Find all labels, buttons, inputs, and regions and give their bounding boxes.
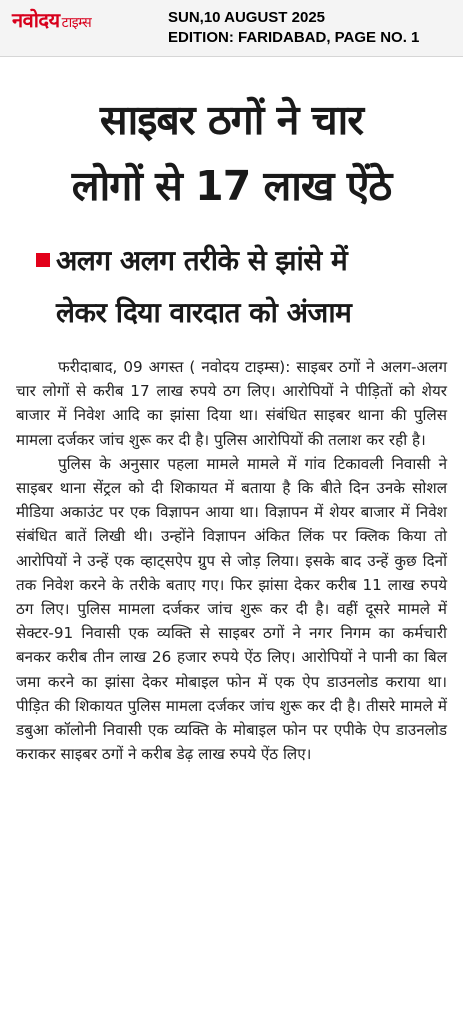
news-article — [0, 87, 463, 766]
subheadline-line-2: लेकर दिया वारदात को अंजाम — [56, 296, 352, 329]
issue-date: SUN,10 AUGUST 2025 — [168, 9, 326, 26]
masthead-bar — [0, 0, 463, 57]
logo-main-text: नवोदय — [12, 8, 60, 32]
article-body — [16, 355, 447, 766]
headline — [16, 87, 447, 219]
paragraph-2: पुलिस के अनुसार पहला मामले मामले में गांव टिकावली निवासी ने साइबर थाना सेंट्रल को दी शिकायत में बताया है कि बीते दिन उनके सोशल मीडिया अकाउंट पर एक विज्ञापन आया था। विज्ञापन में शेयर बाजार में निवेश संबंधित बातें लिखी थी। उन्होंने विज्ञापन अंकित लिंक पर क्लिक किया तो आरोपियों ने उन्हें एक व्हाट्सऐप ग्रुप से जोड़ लिया। इसके बाद उन्हें कुछ दिनों तक निवेश करने के तरीके बताए गए। फिर झांसा देकर करीब 11 लाख रुपये ठग लिए। पुलिस मामला दर्जकर जांच शुरू कर दी है। वहीं दूसरे मामले में सेक्टर-91 निवासी एक व्यक्ति से साइबर ठगों ने नगर निगम का कर्मचारी बनकर करीब तीन लाख 26 हजार रुपये ऐंठ लिए। आरोपियों ने पानी का बिल जमा करने का झांसा देकर मोबाइल फोन में एक ऐप डाउनलोड कराया था। पीड़ित की शिकायत पुलिस मामला दर्जकर जांच शुरू कर दी है। तीसरे मामले में डबुआ कॉलोनी निवासी एक व्यक्ति के मोबाइल फोन पर एपीके ऐप डाउनलोड कराकर साइबर ठगों ने करीब डेढ़ लाख रुपये ऐंठ लिए। — [16, 454, 447, 764]
headline-line-1: साइबर ठगों ने चार — [99, 96, 364, 144]
subheadline — [16, 235, 447, 339]
logo-sub-text: टाइम्स — [61, 15, 92, 31]
headline-line-2: लोगों से 17 लाख ऐंठे — [71, 162, 392, 210]
edition-label: EDITION: FARIDABAD, PAGE NO. 1 — [168, 29, 420, 46]
paragraph-1: फरीदाबाद, 09 अगस्त ( नवोदय टाइम्स): साइबर ठगों ने अलग-अलग चार लोगों से करीब 17 लाख रुपये ठग लिए। आरोपियों ने पीड़ितों को शेयर बाजार में निवेश आदि का झांसा दिया था। संबंधित साइबर थाना की पुलिस मामला दर्जकर जांच शुरू कर दी है। पुलिस आरोपियों की तलाश कर रही है। — [16, 358, 447, 449]
red-square-bullet-icon — [36, 253, 50, 267]
edition-info — [168, 8, 419, 48]
newspaper-logo[interactable] — [12, 6, 91, 33]
subheadline-line-1: अलग अलग तरीके से झांसे में — [56, 244, 348, 277]
